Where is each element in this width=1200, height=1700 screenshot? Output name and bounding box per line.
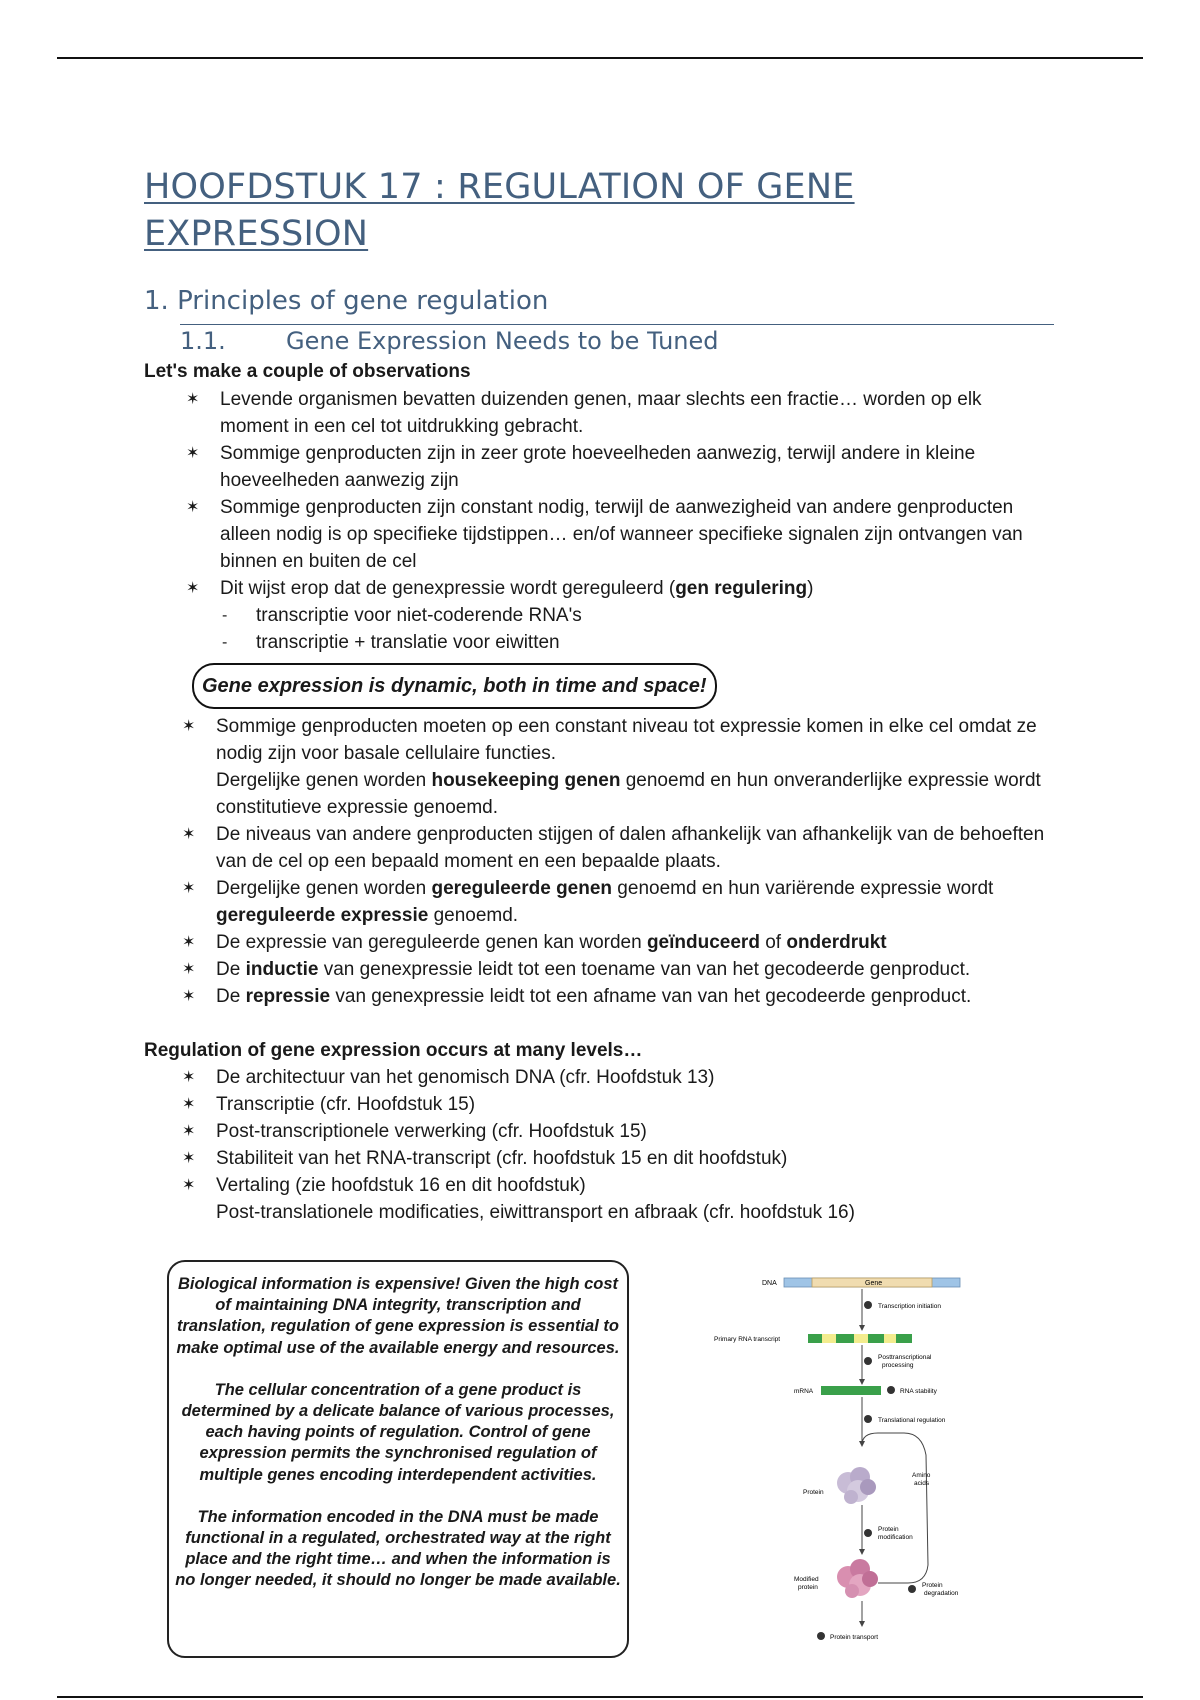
title-line-2: EXPRESSION — [144, 214, 369, 254]
star-bullet-icon: ✶ — [182, 1096, 196, 1113]
step-label: RNA stability — [900, 1388, 937, 1395]
info-paragraph: Biological information is expensive! Given the high cost of maintaining DNA integrity, transcription and translation, regulation of gene expression is essential to make optimal use of the available energy and resources. — [176, 1275, 620, 1357]
mrna-bar — [821, 1386, 881, 1395]
star-bullet-icon: ✶ — [186, 445, 200, 462]
star-bullet-icon: ✶ — [182, 718, 196, 735]
section-heading: 1. Principles of gene regulation — [144, 286, 549, 316]
sub-list — [220, 602, 1054, 656]
list-item: ✶ Dergelijke genen worden gereguleerde genen genoemd en hun variërende expressie wordt gereguleerde expressie genoemd. — [180, 875, 1060, 929]
primary-transcript-bar — [808, 1334, 912, 1343]
star-bullet-icon: ✶ — [182, 1177, 196, 1194]
step-label: Protein transport — [830, 1634, 879, 1641]
list-item: ✶ Sommige genproducten zijn in zeer grote hoeveelheden aanwezig, terwijl andere in kleine hoeveelheden aanwezig zijn — [184, 440, 1054, 494]
list-item: ✶ De niveaus van andere genproducten stijgen of dalen afhankelijk van afhankelijk van de behoeften van de cel op een bepaald moment en een bepaalde plaats. — [180, 821, 1060, 875]
mrna-label: mRNA — [794, 1388, 814, 1395]
title-line-1: HOOFDSTUK 17 : REGULATION OF GENE — [144, 167, 855, 207]
gene-label: Gene — [865, 1280, 883, 1287]
step-marker-icon — [864, 1301, 872, 1309]
dash-bullet-icon: - — [222, 607, 228, 624]
star-bullet-icon: ✶ — [182, 1150, 196, 1167]
list-item: ✶ Dit wijst erop dat de genexpressie wordt gereguleerd (gen regulering) - transcriptie voor niet-coderende RNA's - transcriptie + translatie voor eiwitten — [184, 575, 1054, 656]
step-label: Translational regulation — [878, 1417, 946, 1424]
star-bullet-icon: ✶ — [182, 826, 196, 843]
arrowhead-icon — [859, 1325, 865, 1331]
list-item: ✶ Vertaling (zie hoofdstuk 16 en dit hoofdstuk) Post-translationele modificaties, eiwittransport en afbraak (cfr. hoofdstuk 16) — [180, 1172, 1060, 1226]
list-item: ✶ De inductie van genexpressie leidt tot een toename van van het gecodeerde genproduct. — [180, 956, 1060, 983]
arrowhead-icon — [859, 1379, 865, 1385]
list-item: ✶ De expressie van gereguleerde genen kan worden geïnduceerd of onderdrukt — [180, 929, 1060, 956]
step-marker-icon — [864, 1357, 872, 1365]
dash-bullet-icon: - — [222, 634, 228, 651]
info-paragraph: The cellular concentration of a gene product is determined by a delicate balance of various processes, each having points of regulation. Control of gene expression permits the synchronised regulation of multiple genes encoding interdependent activities. — [181, 1380, 615, 1484]
star-bullet-icon: ✶ — [182, 934, 196, 951]
observations-list — [184, 386, 1054, 656]
info-paragraph: The information encoded in the DNA must be made functional in a regulated, orchestrated way at the right place and the right time… and when the information is no longer needed, it should no longer be made available. — [175, 1507, 621, 1590]
dynamics-list — [180, 713, 1060, 1010]
observations-lead: Let's make a couple of observations — [144, 361, 471, 382]
dna-label: DNA — [762, 1280, 777, 1287]
protein-blob-icon — [837, 1467, 876, 1504]
step-marker-icon — [864, 1529, 872, 1537]
star-bullet-icon: ✶ — [182, 988, 196, 1005]
arrowhead-icon — [859, 1549, 865, 1555]
step-marker-icon — [864, 1415, 872, 1423]
star-bullet-icon: ✶ — [182, 1069, 196, 1086]
star-bullet-icon: ✶ — [186, 580, 200, 597]
levels-lead: Regulation of gene expression occurs at many levels… — [144, 1040, 643, 1061]
subsection-number: 1.1. — [180, 327, 226, 355]
list-item: ✶ Sommige genproducten zijn constant nodig, terwijl de aanwezigheid van andere genproducten alleen nodig is op specifieke tijdstippen… en/of wanneer specifieke signalen zijn ontvangen van binnen en buiten de cel — [184, 494, 1054, 575]
callout-dynamic-expression: Gene expression is dynamic, both in time and space! — [192, 663, 717, 709]
list-item: - transcriptie voor niet-coderende RNA's — [220, 602, 1054, 629]
star-bullet-icon: ✶ — [186, 499, 200, 516]
list-item: ✶ De repressie van genexpressie leidt tot een afname van van het gecodeerde genproduct. — [180, 983, 1060, 1010]
step-label: degradation — [924, 1590, 959, 1597]
star-bullet-icon: ✶ — [182, 880, 196, 897]
info-box — [167, 1260, 629, 1658]
bottom-rule — [57, 1696, 1143, 1698]
list-item: ✶ Stabiliteit van het RNA-transcript (cfr. hoofdstuk 15 en dit hoofdstuk) — [180, 1145, 1060, 1172]
step-marker-icon — [908, 1585, 916, 1593]
primary-transcript-label: Primary RNA transcript — [714, 1336, 781, 1343]
amino-acid-recycle-loop — [862, 1433, 928, 1583]
star-bullet-icon: ✶ — [182, 961, 196, 978]
list-item: ✶ Transcriptie (cfr. Hoofdstuk 15) — [180, 1091, 1060, 1118]
amino-acids-label: Amino — [912, 1472, 931, 1479]
list-item: ✶ Sommige genproducten moeten op een constant niveau tot expressie komen in elke cel omdat ze nodig zijn voor basale cellulaire functies. Dergelijke genen worden housekeeping genen genoemd en hun onveranderlijke expressie wordt constitutieve expressie genoemd. — [180, 713, 1060, 821]
star-bullet-icon: ✶ — [182, 1123, 196, 1140]
step-label: Transcription initiation — [878, 1303, 941, 1310]
modified-protein-blob-icon — [837, 1559, 878, 1598]
list-item: ✶ Levende organismen bevatten duizenden genen, maar slechts een fractie… worden op elk moment in een cel tot uitdrukking gebracht. — [184, 386, 1054, 440]
step-label: Protein — [878, 1526, 899, 1533]
list-item: ✶ Post-transcriptionele verwerking (cfr. Hoofdstuk 15) — [180, 1118, 1060, 1145]
regulation-diagram — [708, 1265, 978, 1645]
modified-protein-label: Modified — [794, 1576, 819, 1583]
arrowhead-icon — [859, 1621, 865, 1627]
gene-regulation-figure — [708, 1265, 978, 1645]
step-marker-icon — [817, 1632, 825, 1640]
step-marker-icon — [887, 1386, 895, 1394]
page-title — [144, 164, 904, 258]
step-label: processing — [882, 1362, 914, 1369]
step-label: Protein — [922, 1582, 943, 1589]
protein-label: Protein — [803, 1489, 824, 1496]
top-rule — [57, 57, 1143, 59]
subsection-heading — [180, 324, 1054, 355]
star-bullet-icon: ✶ — [186, 391, 200, 408]
step-label: modification — [878, 1534, 913, 1541]
step-label: Posttranscriptional — [878, 1354, 932, 1361]
amino-acids-label: acids — [914, 1480, 930, 1487]
levels-list — [180, 1064, 1060, 1226]
list-item: - transcriptie + translatie voor eiwitten — [220, 629, 1054, 656]
modified-protein-label: protein — [798, 1584, 818, 1591]
subsection-title: Gene Expression Needs to be Tuned — [286, 327, 719, 355]
list-item: ✶ De architectuur van het genomisch DNA (cfr. Hoofdstuk 13) — [180, 1064, 1060, 1091]
